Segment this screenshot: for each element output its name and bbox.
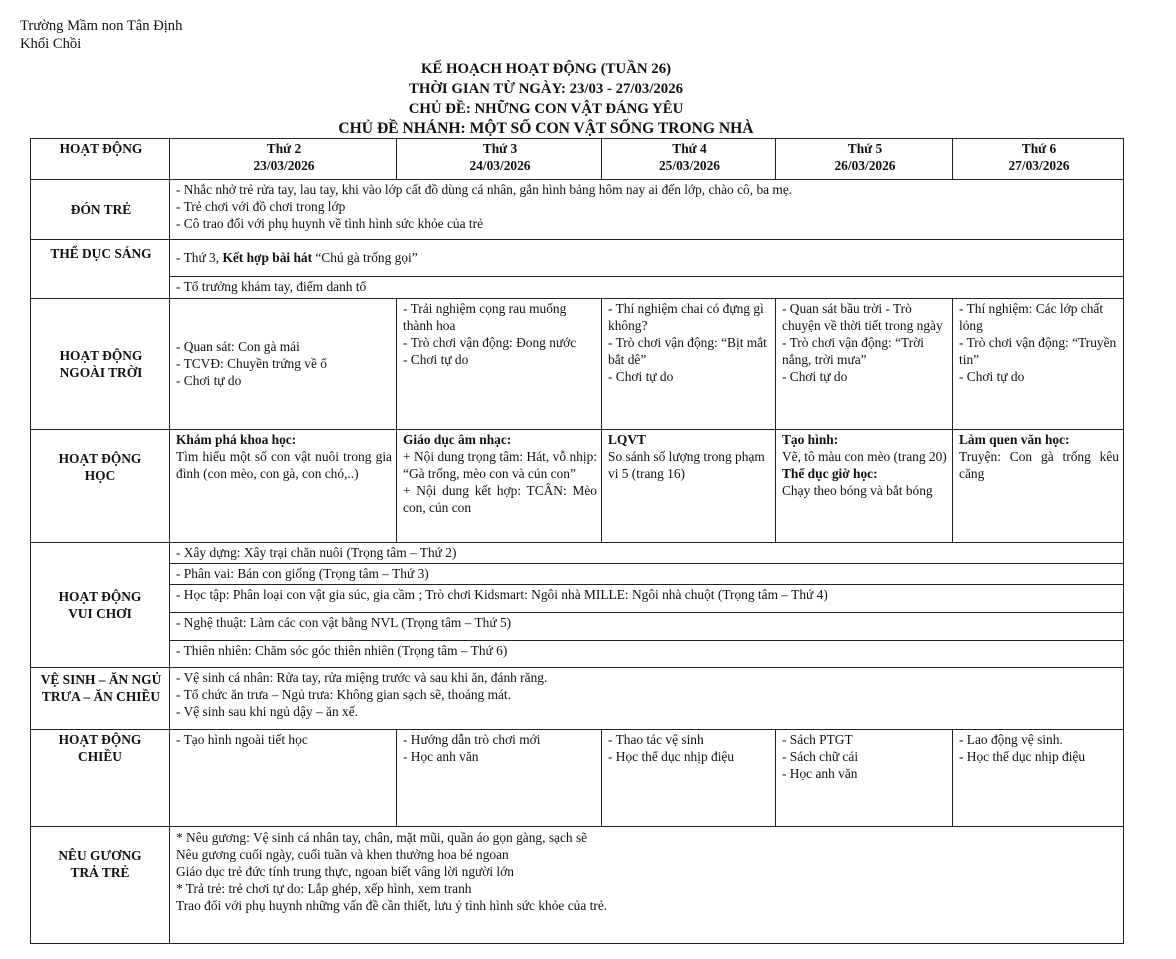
vui-choi-line-2: - Phân vai: Bán con giống (Trọng tâm – Thứ 3)	[170, 564, 1124, 585]
hoc-mon: Khám phá khoa học: Tìm hiểu một số con vật nuôi trong gia đình (con mèo, con gà, con chó,..)	[170, 430, 397, 543]
row-vui-choi-1	[31, 543, 1124, 564]
vui-choi-line-1: - Xây dựng: Xây trại chăn nuôi (Trọng tâm – Thứ 2)	[170, 543, 1124, 564]
group-name: Khối Chồi	[20, 36, 82, 52]
day-header-thu: Thứ 5 26/03/2026	[776, 139, 953, 180]
row-label-don-tre: ĐÓN TRẺ	[31, 180, 170, 240]
chieu-mon: - Tạo hình ngoài tiết học	[170, 730, 397, 827]
school-name: Trường Mầm non Tân Định	[20, 18, 183, 34]
hoc-fri: Làm quen văn học: Truyện: Con gà trống kêu căng	[953, 430, 1124, 543]
row-label-the-duc: THỂ DỤC SÁNG	[31, 240, 170, 299]
day-header-tue: Thứ 3 24/03/2026	[397, 139, 602, 180]
don-tre-content: - Nhắc nhở trẻ rửa tay, lau tay, khi vào lớp cất đồ dùng cá nhân, gắn hình bảng hôm nay ai đến lớp, chào cô, ba mẹ. - Trẻ chơi với đồ chơi trong lớp - Cô trao đổi với phụ huynh về tình hình sức khỏe của trẻ	[170, 180, 1124, 240]
ngoai-troi-tue: - Trải nghiệm cọng rau muống thành hoa - Trò chơi vận động: Đong nước - Chơi tự do	[397, 299, 602, 430]
header-row	[31, 139, 1124, 180]
title-block	[0, 59, 1092, 139]
row-vui-choi-2	[31, 564, 1124, 585]
row-label-vui-choi: HOẠT ĐỘNG VUI CHƠI	[31, 543, 170, 668]
day-header-mon: Thứ 2 23/03/2026	[170, 139, 397, 180]
ngoai-troi-wed: - Thí nghiệm chai có đựng gì không? - Trò chơi vận động: “Bịt mắt bắt dê” - Chơi tự do	[602, 299, 776, 430]
row-the-duc-2	[31, 277, 1124, 299]
row-don-tre	[31, 180, 1124, 240]
hoc-wed: LQVT So sánh số lượng trong phạm vi 5 (trang 16)	[602, 430, 776, 543]
row-label-chieu: HOẠT ĐỘNG CHIỀU	[31, 730, 170, 827]
the-duc-line-1: - Thứ 3, Kết hợp bài hát “Chú gà trống gọi”	[170, 240, 1124, 277]
chieu-wed: - Thao tác vệ sinh - Học thể dục nhịp điệu	[602, 730, 776, 827]
ngoai-troi-fri: - Thí nghiệm: Các lớp chất lỏng - Trò chơi vận động: “Truyền tin” - Chơi tự do	[953, 299, 1124, 430]
hoc-thu: Tạo hình: Vẽ, tô màu con mèo (trang 20) Thể dục giờ học: Chạy theo bóng và bắt bóng	[776, 430, 953, 543]
chieu-tue: - Hướng dẫn trò chơi mới - Học anh văn	[397, 730, 602, 827]
plan-subtheme: CHỦ ĐỀ NHÁNH: MỘT SỐ CON VẬT SỐNG TRONG NHÀ	[338, 120, 754, 137]
row-ve-sinh	[31, 668, 1124, 730]
row-label-neu-guong: NÊU GƯƠNG TRẢ TRẺ	[31, 827, 170, 944]
ngoai-troi-mon: - Quan sát: Con gà mái - TCVĐ: Chuyền trứng về ổ - Chơi tự do	[170, 299, 397, 430]
weekly-plan-table	[30, 138, 1124, 944]
school-header	[20, 17, 182, 53]
row-label-hoc: HOẠT ĐỘNG HỌC	[31, 430, 170, 543]
row-ngoai-troi	[31, 299, 1124, 430]
ngoai-troi-thu: - Quan sát bầu trời - Trò chuyện về thời tiết trong ngày - Trò chơi vận động: “Trời nắng, trời mưa” - Chơi tự do	[776, 299, 953, 430]
neu-guong-content: * Nêu gương: Vệ sinh cá nhân tay, chân, mặt mũi, quần áo gọn gàng, sạch sẽ Nêu gương cuối ngày, cuối tuần và khen thưởng hoa bé ngoan Giáo dục trẻ đức tính trung thực, ngoan biết vâng lời người lớn * Trả trẻ: trẻ chơi tự do: Lắp ghép, xếp hình, xem tranh Trao đổi với phụ huynh những vấn đề cần thiết, lưu ý tình hình sức khỏe của trẻ.	[170, 827, 1124, 944]
plan-title: KẾ HOẠCH HOẠT ĐỘNG (TUẦN 26)	[420, 61, 672, 77]
row-hoc	[31, 430, 1124, 543]
day-header-wed: Thứ 4 25/03/2026	[602, 139, 776, 180]
row-label-ve-sinh: VỆ SINH – ĂN NGỦ TRƯA – ĂN CHIỀU	[31, 668, 170, 730]
day-header-fri: Thứ 6 27/03/2026	[953, 139, 1124, 180]
row-label-ngoai-troi: HOẠT ĐỘNG NGOÀI TRỜI	[31, 299, 170, 430]
vui-choi-line-3: - Học tập: Phân loại con vật gia súc, gia cầm ; Trò chơi Kidsmart: Ngôi nhà MILLE: Ngôi nhà chuột (Trọng tâm – Thứ 4)	[170, 585, 1124, 613]
row-the-duc-1	[31, 240, 1124, 277]
row-vui-choi-4	[31, 613, 1124, 641]
ve-sinh-content: - Vệ sinh cá nhân: Rửa tay, rửa miệng trước và sau khi ăn, đánh răng. - Tổ chức ăn trưa – Ngủ trưa: Không gian sạch sẽ, thoáng mát. - Vệ sinh sau khi ngủ dậy – ăn xế.	[170, 668, 1124, 730]
hoc-tue: Giáo dục âm nhạc: + Nội dung trọng tâm: Hát, vỗ nhịp: “Gà trống, mèo con và cún con” + Nội dung kết hợp: TCÂN: Mèo con, cún con	[397, 430, 602, 543]
the-duc-line-2: - Tổ trưởng khám tay, điểm danh tổ	[170, 277, 1124, 299]
header-corner: HOẠT ĐỘNG	[31, 139, 170, 180]
row-chieu	[31, 730, 1124, 827]
vui-choi-line-5: - Thiên nhiên: Chăm sóc góc thiên nhiên (Trọng tâm – Thứ 6)	[170, 641, 1124, 668]
chieu-fri: - Lao động vệ sinh. - Học thể dục nhịp điệu	[953, 730, 1124, 827]
chieu-thu: - Sách PTGT - Sách chữ cái - Học anh văn	[776, 730, 953, 827]
plan-theme: CHỦ ĐỀ: NHỮNG CON VẬT ĐÁNG YÊU	[408, 101, 684, 117]
row-vui-choi-3	[31, 585, 1124, 613]
row-neu-guong	[31, 827, 1124, 944]
plan-period: THỜI GIAN TỪ NGÀY: 23/03 - 27/03/2026	[408, 81, 684, 97]
row-vui-choi-5	[31, 641, 1124, 668]
vui-choi-line-4: - Nghệ thuật: Làm các con vật bằng NVL (Trọng tâm – Thứ 5)	[170, 613, 1124, 641]
